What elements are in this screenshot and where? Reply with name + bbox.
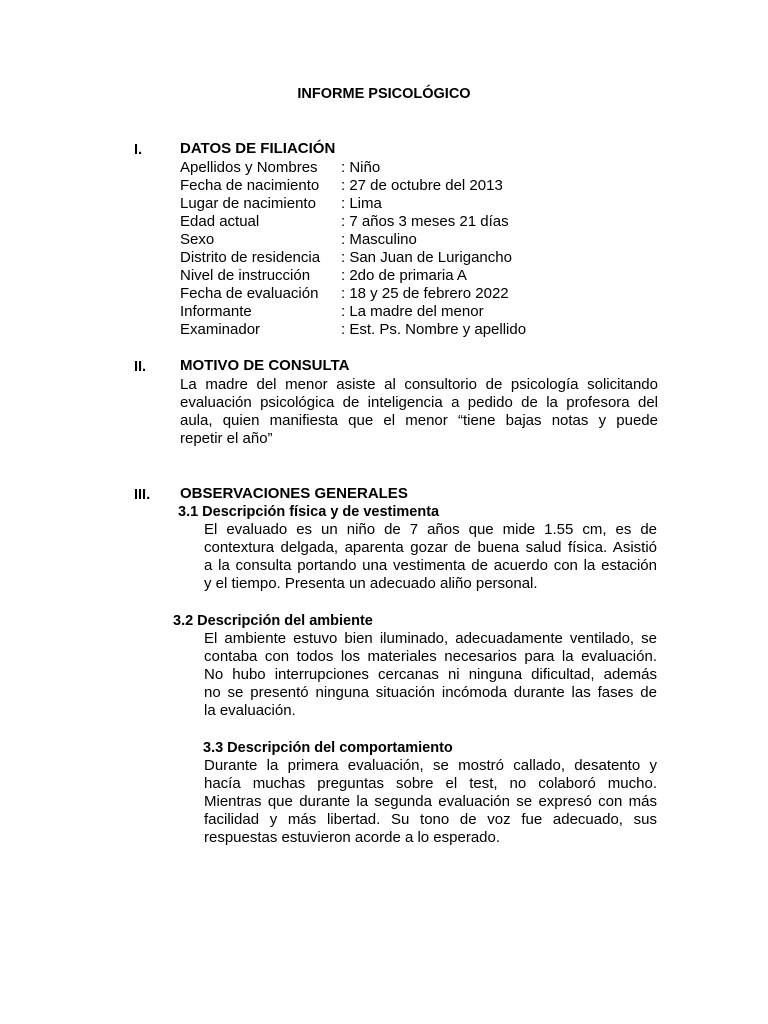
paragraph-line: Durante la primera evaluación, se mostró callado, desatento y [204,757,657,774]
data-row-birthdate [180,177,526,195]
data-label: Nivel de instrucción [180,267,311,284]
data-row-sex [180,231,526,249]
physical-description-paragraph [204,521,657,593]
section-2-title: MOTIVO DE CONSULTA [180,357,350,374]
paragraph-line: La madre del menor asiste al consultorio de psicología solicitando [180,376,658,393]
paragraph-line: contextura delgada, aparenta gozar de buena salud física. Asistió [204,539,657,556]
paragraph-line: El ambiente estuvo bien iluminado, adecuadamente ventilado, se [204,630,657,647]
data-value: : 27 de octubre del 2013 [341,177,503,194]
paragraph-line: El evaluado es un niño de 7 años que mide 1.55 cm, es de [204,521,657,538]
paragraph-line: evaluación psicológica de inteligencia a pedido de la profesora del [180,394,658,411]
environment-description-paragraph [204,630,657,720]
paragraph-line: hacía muchas preguntas sobre el test, no colaboró mucho. [204,775,657,792]
subsection-3-2-heading: 3.2 Descripción del ambiente [173,613,373,629]
section-3-title: OBSERVACIONES GENERALES [180,485,408,502]
data-value: : Est. Ps. Nombre y apellido [341,321,527,338]
data-value: : Masculino [341,231,417,248]
data-value: : 7 años 3 meses 21 días [341,213,509,230]
section-2-number: II. [134,359,147,375]
subsection-3-3-heading: 3.3 Descripción del comportamiento [203,740,453,756]
paragraph-line: la evaluación. [204,702,296,719]
data-value: : 2do de primaria A [341,267,467,284]
paragraph-line: aula, quien manifiesta que el menor “tiene bajas notas y puede [180,412,658,429]
data-label: Apellidos y Nombres [180,159,318,176]
document-title: INFORME PSICOLÓGICO [297,86,471,102]
data-label: Distrito de residencia [180,249,321,266]
paragraph-line: y el tiempo. Presenta un adecuado aliño personal. [204,575,538,592]
data-value: : Lima [341,195,382,212]
data-label: Sexo [180,231,215,248]
paragraph-line: respuestas estuvieron acorde a lo esperado. [204,829,501,846]
paragraph-line: repetir el año” [180,430,273,447]
filiation-data-table [180,159,526,339]
paragraph-line: Mientras que durante la segunda evaluación se expresó con más [204,793,657,810]
consultation-reason-paragraph [180,376,658,448]
data-row-age [180,213,526,231]
data-row-informant [180,303,526,321]
data-row-birthplace [180,195,526,213]
data-row-names [180,159,526,177]
data-label: Fecha de nacimiento [180,177,320,194]
data-label: Fecha de evaluación [180,285,319,302]
data-value: : Niño [341,159,381,176]
section-1-title: DATOS DE FILIACIÓN [180,140,336,157]
data-label: Edad actual [180,213,260,230]
behavior-description-paragraph [204,757,657,847]
paragraph-line: a la consulta portando una vestimenta de acuerdo con la estación [204,557,657,574]
data-row-education [180,267,526,285]
data-label: Examinador [180,321,261,338]
section-1-number: I. [134,142,143,158]
data-row-district [180,249,526,267]
data-value: : La madre del menor [341,303,484,320]
paragraph-line: No hubo interrupciones cercanas ni ninguna dificultad, además [204,666,657,683]
data-value: : 18 y 25 de febrero 2022 [341,285,509,302]
data-label: Lugar de nacimiento [180,195,316,212]
data-row-examiner [180,321,526,339]
paragraph-line: facilidad y más libertad. Su tono de voz fue adecuado, sus [204,811,657,828]
section-3-number: III. [134,487,151,503]
subsection-3-1-heading: 3.1 Descripción física y de vestimenta [178,504,440,520]
paragraph-line: contaba con todos los materiales necesarios para la evaluación. [204,648,657,665]
data-label: Informante [180,303,252,320]
paragraph-line: no se presentó ninguna situación incómoda durante las fases de [204,684,657,701]
data-row-eval-date [180,285,526,303]
data-value: : San Juan de Lurigancho [341,249,512,266]
